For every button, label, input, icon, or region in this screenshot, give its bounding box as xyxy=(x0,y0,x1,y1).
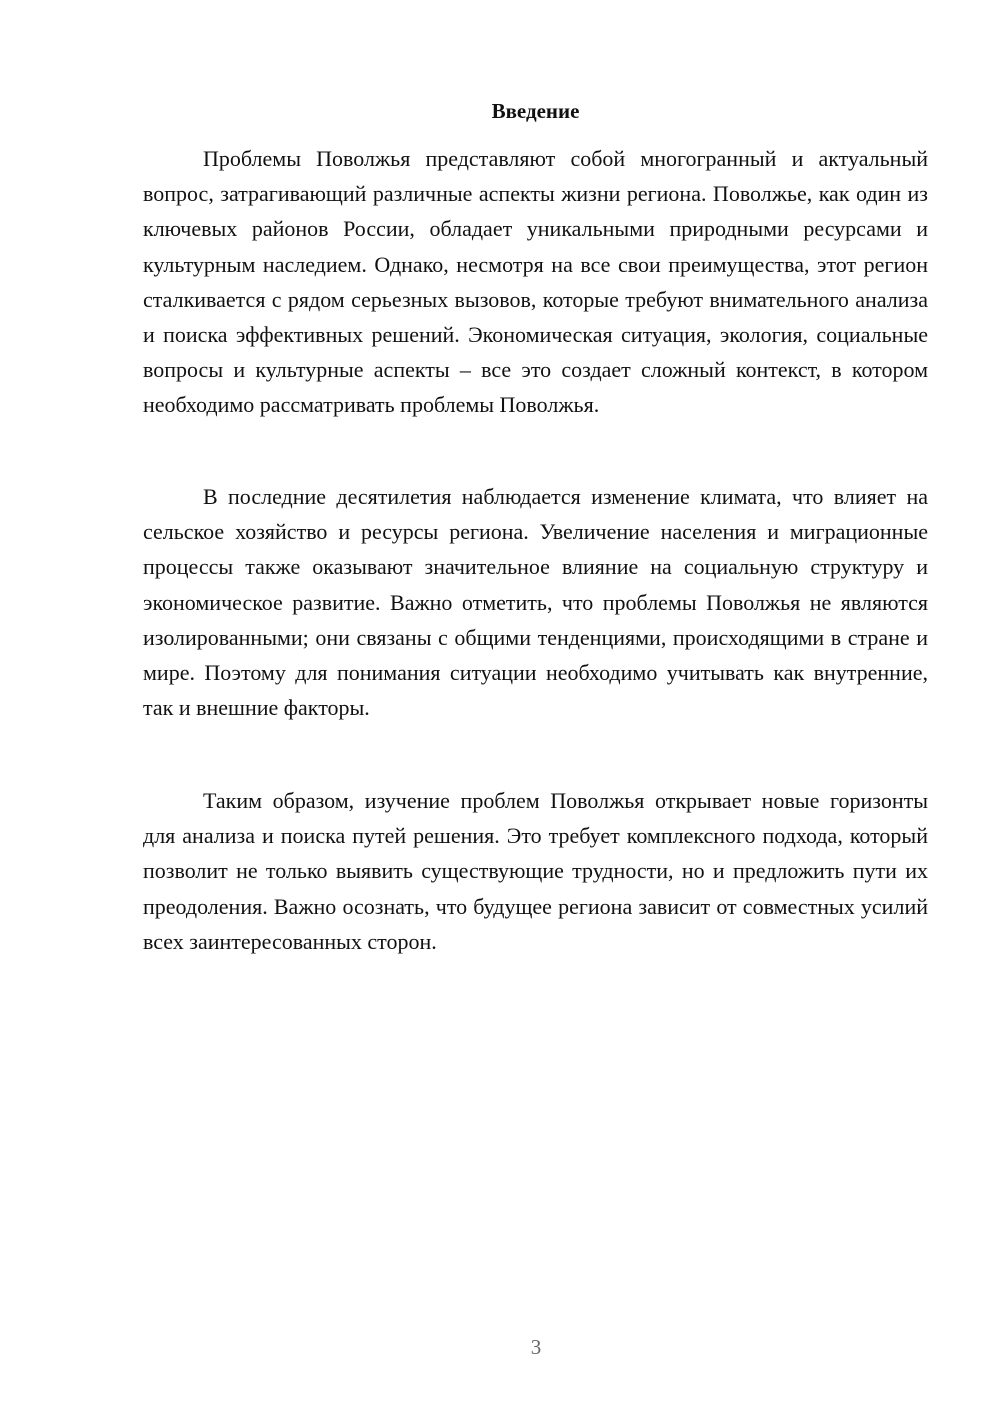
page-number: 3 xyxy=(530,1335,542,1359)
paragraph-2: В последние десятилетия наблюдается изменение климата, что влияет на сельское хозяйство и ресурсы региона. Увеличение населения и миграционные процессы также оказывают значительное влияние на социальную структуру и экономическое развитие. Важно отметить, что проблемы Поволжья не являются изолированными; они связаны с общими тенденциями, происходящими в стране и мире. Поэтому для понимания ситуации необходимо учитывать как внутренние, так и внешние факторы. xyxy=(143,484,928,721)
paragraph-1: Проблемы Поволжья представляют собой многогранный и актуальный вопрос, затрагивающий различные аспекты жизни региона. Поволжье, как один из ключевых районов России, обладает уникальными природными ресурсами и культурным наследием. Однако, несмотря на все свои преимущества, этот регион сталкивается с рядом серьезных вызовов, которые требуют внимательного анализа и поиска эффективных решений. Экономическая ситуация, экология, социальные вопросы и культурные аспекты – все это создает сложный контекст, в котором необходимо рассматривать проблемы Поволжья. xyxy=(143,146,928,418)
section-title: Введение xyxy=(491,99,580,123)
paragraph-3: Таким образом, изучение проблем Поволжья открывает новые горизонты для анализа и поиска путей решения. Это требует комплексного подхода, который позволит не только выявить существующие трудности, но и предложить пути их преодоления. Важно осознать, что будущее региона зависит от совместных усилий всех заинтересованных сторон. xyxy=(143,788,928,954)
